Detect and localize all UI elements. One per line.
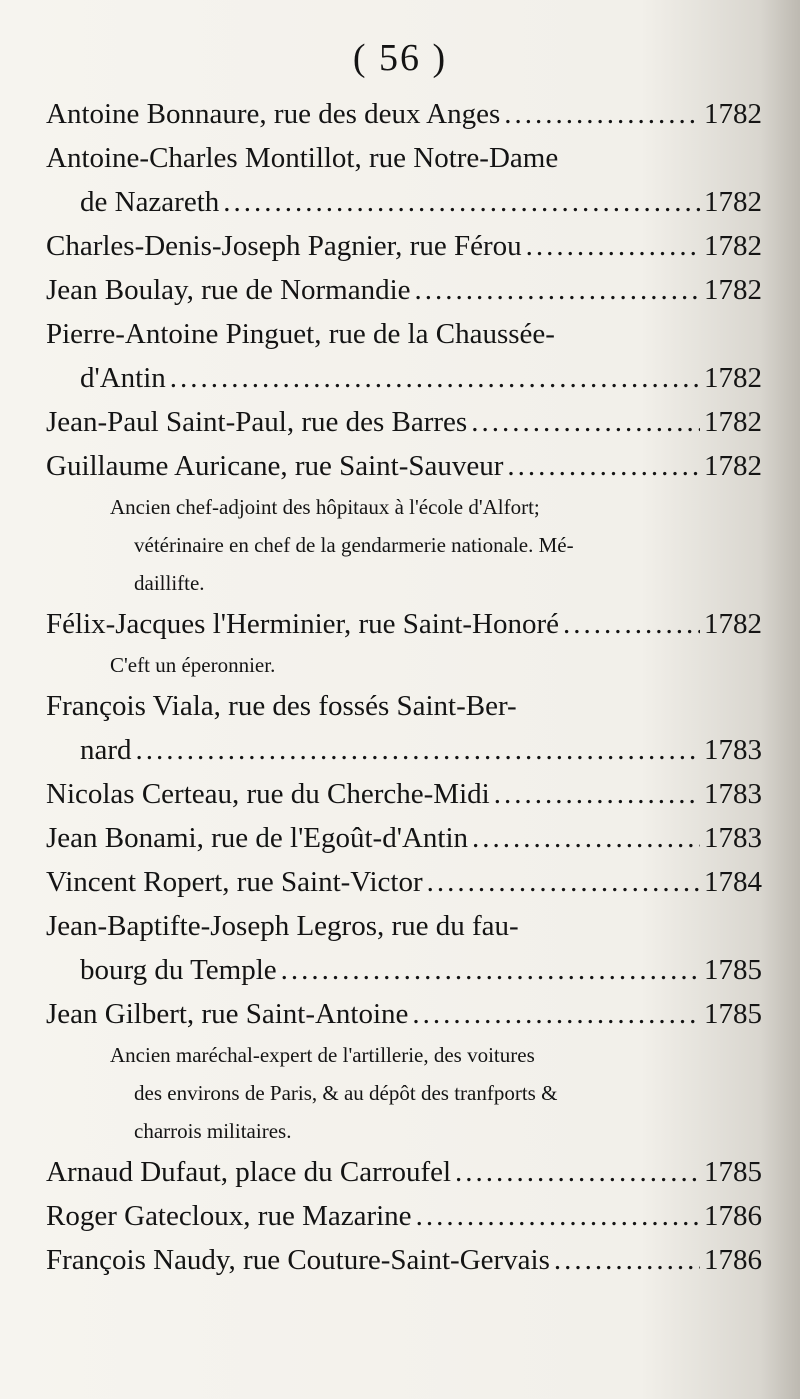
dot-leader <box>526 224 700 268</box>
note-line: vétérinaire en chef de la gendarmerie nationale. Mé- <box>134 533 574 557</box>
entry-line <box>46 684 762 728</box>
dot-leader <box>554 1238 700 1282</box>
entry-year: 1783 <box>704 734 762 766</box>
entry-line <box>80 356 762 400</box>
note-line: daillifte. <box>134 571 205 595</box>
entry-text: Pierre-Antoine Pinguet, rue de la Chaussée- <box>46 318 555 350</box>
entry-line <box>46 602 762 646</box>
dot-leader <box>455 1150 700 1194</box>
entry-year: 1783 <box>704 822 762 854</box>
entry-text: de Nazareth <box>80 186 220 218</box>
entry-line <box>46 92 762 136</box>
entry-text: Nicolas Certeau, rue du Cherche-Midi <box>46 778 490 810</box>
page-number: ( 56 ) <box>352 37 448 79</box>
entry-note <box>110 646 760 684</box>
entry-line <box>80 728 762 772</box>
entry-line <box>80 948 762 992</box>
entry-text: François Naudy, rue Couture-Saint-Gervais <box>46 1244 550 1276</box>
entry-year: 1782 <box>704 406 762 438</box>
entry-note <box>110 1036 760 1150</box>
entry-text: Antoine Bonnaure, rue des deux Anges <box>46 98 501 130</box>
entry-year: 1786 <box>704 1244 762 1276</box>
entry-year: 1782 <box>704 274 762 306</box>
entry-line <box>46 772 762 816</box>
entry-note <box>110 488 760 602</box>
entry-line <box>46 312 762 356</box>
dot-leader <box>281 948 700 992</box>
list-item <box>0 1150 800 1194</box>
entry-text: d'Antin <box>80 362 166 394</box>
entry-year: 1782 <box>704 450 762 482</box>
list-item <box>0 312 800 400</box>
note-line: charrois militaires. <box>134 1119 292 1143</box>
list-item <box>0 684 800 772</box>
entry-year: 1783 <box>704 778 762 810</box>
entry-text: Guillaume Auricane, rue Saint-Sauveur <box>46 450 504 482</box>
list-item <box>0 400 800 444</box>
entry-year: 1782 <box>704 98 762 130</box>
dot-leader <box>223 180 700 224</box>
entry-text: Jean Bonami, rue de l'Egoût-d'Antin <box>46 822 469 854</box>
note-line: Ancien chef-adjoint des hôpitaux à l'école d'Alfort; <box>110 495 540 519</box>
entry-year: 1782 <box>704 186 762 218</box>
entry-line <box>46 268 762 312</box>
entry-text: Jean Boulay, rue de Normandie <box>46 274 411 306</box>
entry-year: 1785 <box>704 1156 762 1188</box>
dot-leader <box>563 602 700 646</box>
entry-line <box>46 1238 762 1282</box>
entry-line <box>46 816 762 860</box>
entry-text: Jean-Baptifte-Joseph Legros, rue du fau- <box>46 910 519 942</box>
list-item <box>0 816 800 860</box>
dot-leader <box>494 772 700 816</box>
entry-text: Félix-Jacques l'Herminier, rue Saint-Honoré <box>46 608 560 640</box>
entry-text: Jean Gilbert, rue Saint-Antoine <box>46 998 409 1030</box>
list-item <box>0 444 800 488</box>
entry-line <box>46 1194 762 1238</box>
note-line: C'eft un éperonnier. <box>110 653 276 677</box>
note-line: des environs de Paris, & au dépôt des tranfports & <box>134 1081 558 1105</box>
list-item <box>0 602 800 646</box>
dot-leader <box>427 860 700 904</box>
dot-leader <box>504 92 700 136</box>
entry-list <box>0 92 800 1282</box>
entry-line <box>46 992 762 1036</box>
dot-leader <box>412 992 700 1036</box>
dot-leader <box>416 1194 700 1238</box>
entry-text: Roger Gatecloux, rue Mazarine <box>46 1200 412 1232</box>
list-item <box>0 904 800 992</box>
list-item <box>0 860 800 904</box>
entry-year: 1785 <box>704 998 762 1030</box>
entry-year: 1782 <box>704 230 762 262</box>
entry-year: 1782 <box>704 362 762 394</box>
list-item <box>0 1238 800 1282</box>
entry-line <box>46 400 762 444</box>
entry-line <box>46 136 762 180</box>
list-item <box>0 224 800 268</box>
dot-leader <box>472 816 700 860</box>
dot-leader <box>415 268 700 312</box>
entry-text: Charles-Denis-Joseph Pagnier, rue Férou <box>46 230 522 262</box>
note-line: Ancien maréchal-expert de l'artillerie, des voitures <box>110 1043 535 1067</box>
entry-year: 1786 <box>704 1200 762 1232</box>
entry-text: Vincent Ropert, rue Saint-Victor <box>46 866 423 898</box>
entry-text: Jean-Paul Saint-Paul, rue des Barres <box>46 406 468 438</box>
entry-line <box>46 444 762 488</box>
entry-line <box>46 860 762 904</box>
dot-leader <box>170 356 700 400</box>
dot-leader <box>471 400 700 444</box>
entry-text: bourg du Temple <box>80 954 277 986</box>
entry-text: nard <box>80 734 132 766</box>
entry-line <box>46 904 762 948</box>
list-item <box>0 772 800 816</box>
entry-line <box>80 180 762 224</box>
entry-year: 1784 <box>704 866 762 898</box>
entry-text: Arnaud Dufaut, place du Carroufel <box>46 1156 452 1188</box>
entry-text: Antoine-Charles Montillot, rue Notre-Dame <box>46 142 559 174</box>
list-item <box>0 92 800 136</box>
dot-leader <box>507 444 700 488</box>
list-item <box>0 1194 800 1238</box>
entry-text: François Viala, rue des fossés Saint-Ber- <box>46 690 517 722</box>
list-item <box>0 136 800 224</box>
entry-year: 1782 <box>704 608 762 640</box>
entry-year: 1785 <box>704 954 762 986</box>
dot-leader <box>136 728 700 772</box>
entry-line <box>46 224 762 268</box>
list-item <box>0 268 800 312</box>
list-item <box>0 992 800 1036</box>
entry-line <box>46 1150 762 1194</box>
